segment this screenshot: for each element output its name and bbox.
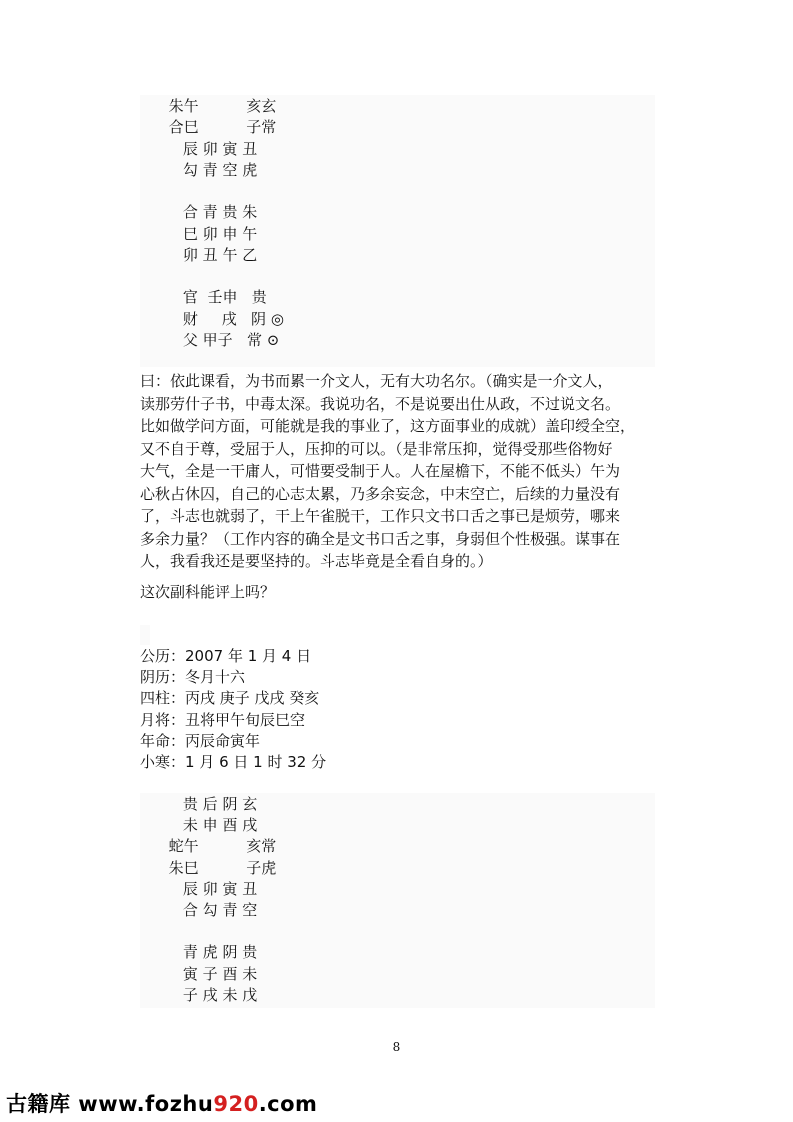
- block2-line: 朱巳 子虎: [140, 859, 277, 877]
- info-block: [140, 625, 655, 775]
- paragraph-line: 曰：依此课看，为书而累一介文人，无有大功名尔。（确实是一介文人，: [140, 372, 613, 390]
- page-number: 8: [392, 1040, 401, 1054]
- four-pillars: 四柱：丙戌 庚子 戊戌 癸亥: [140, 689, 320, 707]
- watermark-red: 920: [213, 1092, 259, 1116]
- question-line: 这次副科能评上吗？: [140, 583, 276, 601]
- lunar-date: 阴历：冬月十六: [140, 668, 246, 686]
- paragraph-line: 多余力量？（工作内容的确全是文书口舌之事，身弱但个性极强。谋事在: [140, 529, 621, 548]
- paragraph-line: 了，斗志也就弱了，干上午雀脱干，工作只文书口舌之事已是烦劳，哪来: [140, 507, 621, 525]
- block1-line: 勾 青 空 虎: [140, 161, 258, 179]
- block2-line: 子 戌 未 戊: [140, 986, 258, 1004]
- gregorian-date: [140, 646, 311, 667]
- paragraph-line: 又不自于尊，受屈于人，压抑的可以。（是非常压抑，觉得受那些俗物好: [140, 439, 613, 458]
- block2-line: 寅 子 酉 未: [140, 965, 258, 983]
- month-general: 月将：丑将甲午旬辰巳空: [140, 711, 306, 729]
- paragraph-line: 人，我看我还是要坚持的。斗志毕竟是全看自身的。）: [140, 552, 493, 570]
- gregorian-value: 2007 年 1 月 4 日: [185, 647, 312, 665]
- year-fate: 年命：丙辰命寅年: [140, 732, 261, 750]
- block1-line: 辰 卯 寅 丑: [140, 140, 258, 158]
- block1-line: 财 戌 阴 ◎: [140, 310, 284, 328]
- chart-block-1: [140, 95, 655, 367]
- block2-line: 辰 卯 寅 丑: [140, 880, 258, 898]
- solar-term-label: 小寒：: [140, 753, 186, 771]
- block1-line: 卯 丑 午 乙: [140, 246, 258, 264]
- paragraph-line: 心秋占休囚，自己的心志太累，乃多余妄念，中末空亡，后续的力量没有: [140, 484, 621, 503]
- block2-line: 贵 后 阴 玄: [140, 795, 258, 813]
- paragraph-line: 大气，全是一干庸人，可惜要受制于人。人在屋檐下，不能不低头）午为: [140, 462, 621, 480]
- paragraph-line: 读那劳什子书，中毒太深。我说功名，不是说要出仕从政，不过说文名。: [140, 394, 621, 413]
- block2-line: 青 虎 阴 贵: [140, 943, 258, 961]
- chart-block-2: [140, 793, 655, 1008]
- site-watermark: [6, 1088, 317, 1118]
- block1-line: 父 甲子 常 ⊙: [140, 331, 280, 349]
- block1-line: 合巳 子常: [140, 118, 277, 136]
- watermark-left: 古籍库 www.fozhu: [6, 1092, 214, 1116]
- block1-line: 朱午 亥玄: [140, 97, 277, 115]
- block1-line: 巳 卯 申 午: [140, 225, 258, 243]
- gregorian-label: 公历：: [140, 647, 186, 665]
- watermark-right: .com: [258, 1092, 318, 1116]
- solar-term: [140, 752, 326, 773]
- block1-line: 官 壬申 贵: [140, 288, 267, 306]
- paragraph-line: 比如做学问方面，可能就是我的事业了，这方面事业的成就）盖印绶全空，: [140, 417, 636, 435]
- commentary-paragraph: [140, 370, 658, 573]
- block2-line: 蛇午 亥常: [140, 837, 277, 855]
- block2-line: 未 申 酉 戌: [140, 816, 258, 834]
- block1-line: 合 青 贵 朱: [140, 203, 258, 221]
- solar-term-value: 1 月 6 日 1 时 32 分: [185, 753, 327, 771]
- block2-line: 合 勾 青 空: [140, 901, 258, 919]
